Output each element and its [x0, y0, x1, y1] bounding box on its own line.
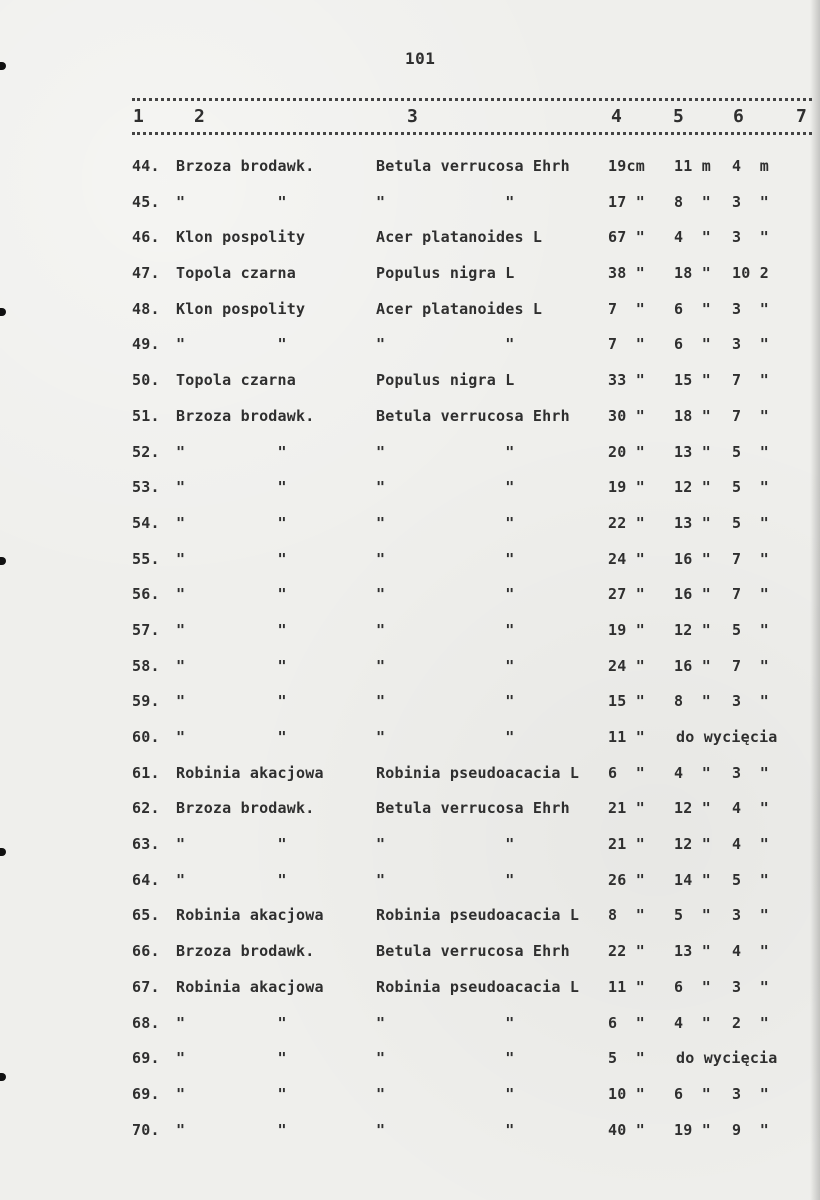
- table-row: [0, 798, 820, 834]
- table-row: [0, 334, 820, 370]
- column-5-value: 4 ": [674, 228, 711, 247]
- column-5-value: 13 ": [674, 442, 711, 461]
- row-number: 46.: [132, 228, 160, 247]
- punch-hole-mark: [0, 62, 6, 70]
- column-6-value: 5 ": [732, 442, 769, 461]
- column-4-value: 30 ": [608, 406, 645, 425]
- column-6-value: 3 ": [732, 335, 769, 354]
- column-4-value: 6 ": [608, 1013, 645, 1032]
- table-row: [0, 227, 820, 263]
- column-6-value: 3 ": [732, 692, 769, 711]
- polish-name: " ": [176, 870, 287, 889]
- column-header-1: 1: [133, 106, 144, 127]
- column-4-value: 21 ": [608, 835, 645, 854]
- row-number: 70.: [132, 1120, 160, 1139]
- column-4-value: 24 ": [608, 549, 645, 568]
- polish-name: Klon pospolity: [176, 228, 306, 247]
- column-6-value: 2 ": [732, 1013, 769, 1032]
- column-header-5: 5: [673, 106, 684, 127]
- header-bottom-dotted-rule: [132, 132, 812, 135]
- latin-name: " ": [376, 442, 515, 461]
- latin-name: " ": [376, 835, 515, 854]
- table-row: [0, 156, 820, 192]
- row-number: 53.: [132, 478, 160, 497]
- column-5-value: 5 ": [674, 906, 711, 925]
- column-5-value: 16 ": [674, 549, 711, 568]
- latin-name: Robinia pseudoacacia L: [376, 977, 580, 996]
- polish-name: " ": [176, 442, 287, 461]
- polish-name: " ": [176, 728, 287, 746]
- polish-name: " ": [176, 478, 287, 497]
- latin-name: Robinia pseudoacacia L: [376, 906, 580, 925]
- latin-name: " ": [376, 478, 515, 497]
- polish-name: " ": [176, 620, 287, 639]
- column-6-value: 7 ": [732, 585, 769, 604]
- polish-name: Brzoza brodawk.: [176, 942, 315, 961]
- table-row: [0, 1120, 820, 1156]
- column-5-value: 15 ": [674, 371, 711, 390]
- column-5-value: 4 ": [674, 763, 711, 782]
- column-4-value: 8 ": [608, 906, 645, 925]
- table-row: [0, 977, 820, 1013]
- column-4-value: 21 ": [608, 799, 645, 818]
- table-row: [0, 620, 820, 656]
- table-row: [0, 763, 820, 799]
- column-4-value: 38 ": [608, 264, 645, 283]
- column-5-value: 16 ": [674, 585, 711, 604]
- removal-note: do wycięcia: [676, 1049, 778, 1068]
- column-5-value: 12 ": [674, 835, 711, 854]
- latin-name: Betula verrucosa Ehrh: [376, 157, 570, 175]
- latin-name: " ": [376, 549, 515, 568]
- latin-name: Robinia pseudoacacia L: [376, 763, 580, 782]
- column-5-value: 13 ": [674, 942, 711, 961]
- column-4-value: 6 ": [608, 763, 645, 782]
- column-header-4: 4: [611, 106, 622, 127]
- column-5-value: 14 ": [674, 870, 711, 889]
- table-row: [0, 1084, 820, 1120]
- polish-name: Brzoza brodawk.: [176, 157, 315, 175]
- polish-name: Robinia akacjowa: [176, 763, 324, 782]
- column-5-value: 6 ": [674, 977, 711, 996]
- column-5-value: 19 ": [674, 1120, 711, 1139]
- row-number: 66.: [132, 942, 160, 961]
- column-4-value: 5 ": [608, 1049, 645, 1068]
- latin-name: Populus nigra L: [376, 264, 515, 283]
- header-top-dotted-rule: [132, 98, 812, 101]
- polish-name: Brzoza brodawk.: [176, 406, 315, 425]
- latin-name: " ": [376, 620, 515, 639]
- row-number: 44.: [132, 157, 160, 175]
- row-number: 57.: [132, 620, 160, 639]
- column-6-value: 4 ": [732, 942, 769, 961]
- latin-name: Acer platanoides L: [376, 299, 543, 318]
- column-6-value: 3 ": [732, 228, 769, 247]
- row-number: 50.: [132, 371, 160, 390]
- row-number: 47.: [132, 264, 160, 283]
- column-header-7: 7: [796, 106, 807, 127]
- column-5-value: 6 ": [674, 299, 711, 318]
- row-number: 61.: [132, 763, 160, 782]
- table-row: [0, 905, 820, 941]
- table-row: [0, 1048, 820, 1084]
- column-5-value: 6 ": [674, 335, 711, 354]
- row-number: 59.: [132, 692, 160, 711]
- latin-name: " ": [376, 585, 515, 604]
- column-4-value: 19 ": [608, 620, 645, 639]
- column-6-value: 3 ": [732, 192, 769, 211]
- column-5-value: 8 ": [674, 692, 711, 711]
- polish-name: " ": [176, 1013, 287, 1032]
- polish-name: " ": [176, 335, 287, 354]
- row-number: 64.: [132, 870, 160, 889]
- latin-name: " ": [376, 728, 515, 746]
- column-6-value: 3 ": [732, 906, 769, 925]
- column-5-value: 18 ": [674, 264, 711, 283]
- table-row: [0, 192, 820, 228]
- row-number: 54.: [132, 513, 160, 532]
- polish-name: " ": [176, 585, 287, 604]
- row-number: 65.: [132, 906, 160, 925]
- latin-name: " ": [376, 656, 515, 675]
- row-number: 49.: [132, 335, 160, 354]
- polish-name: " ": [176, 692, 287, 711]
- column-4-value: 15 ": [608, 692, 645, 711]
- table-row: [0, 549, 820, 585]
- column-6-value: 7 ": [732, 371, 769, 390]
- column-4-value: 10 ": [608, 1084, 645, 1103]
- column-6-value: 3 ": [732, 299, 769, 318]
- latin-name: " ": [376, 1049, 515, 1068]
- polish-name: " ": [176, 1049, 287, 1068]
- polish-name: Klon pospolity: [176, 299, 306, 318]
- polish-name: " ": [176, 513, 287, 532]
- row-number: 69.: [132, 1084, 160, 1103]
- row-number: 67.: [132, 977, 160, 996]
- column-4-value: 19 ": [608, 478, 645, 497]
- column-5-value: 12 ": [674, 620, 711, 639]
- row-number: 63.: [132, 835, 160, 854]
- row-number: 69.: [132, 1049, 160, 1068]
- table-row: [0, 370, 820, 406]
- latin-name: Betula verrucosa Ehrh: [376, 942, 570, 961]
- table-row: [0, 870, 820, 906]
- column-5-value: 13 ": [674, 513, 711, 532]
- row-number: 45.: [132, 192, 160, 211]
- column-5-value: 16 ": [674, 656, 711, 675]
- column-header-2: 2: [194, 106, 205, 127]
- table-row: [0, 1013, 820, 1049]
- polish-name: " ": [176, 1120, 287, 1139]
- row-number: 68.: [132, 1013, 160, 1032]
- column-5-value: 8 ": [674, 192, 711, 211]
- page-number: 101: [405, 49, 436, 68]
- column-6-value: 5 ": [732, 478, 769, 497]
- table-row: [0, 442, 820, 478]
- polish-name: Robinia akacjowa: [176, 906, 324, 925]
- column-5-value: 11 m: [674, 157, 711, 175]
- column-4-value: 7 ": [608, 299, 645, 318]
- column-6-value: 7 ": [732, 406, 769, 425]
- row-number: 55.: [132, 549, 160, 568]
- column-5-value: 18 ": [674, 406, 711, 425]
- column-6-value: 10 2: [732, 264, 769, 283]
- latin-name: Acer platanoides L: [376, 228, 543, 247]
- column-6-value: 7 ": [732, 549, 769, 568]
- table-row: [0, 656, 820, 692]
- polish-name: " ": [176, 835, 287, 854]
- polish-name: " ": [176, 1084, 287, 1103]
- row-number: 52.: [132, 442, 160, 461]
- column-6-value: 4 ": [732, 835, 769, 854]
- tree-inventory-table: [0, 156, 820, 1155]
- latin-name: Populus nigra L: [376, 371, 515, 390]
- row-number: 58.: [132, 656, 160, 675]
- column-5-value: 6 ": [674, 1084, 711, 1103]
- column-4-value: 40 ": [608, 1120, 645, 1139]
- column-4-value: 22 ": [608, 942, 645, 961]
- polish-name: Topola czarna: [176, 264, 296, 283]
- column-6-value: 5 ": [732, 620, 769, 639]
- row-number: 62.: [132, 799, 160, 818]
- column-4-value: 17 ": [608, 192, 645, 211]
- polish-name: " ": [176, 192, 287, 211]
- column-4-value: 24 ": [608, 656, 645, 675]
- column-6-value: 4 ": [732, 799, 769, 818]
- column-4-value: 7 ": [608, 335, 645, 354]
- column-6-value: 5 ": [732, 870, 769, 889]
- column-5-value: 12 ": [674, 478, 711, 497]
- polish-name: Topola czarna: [176, 371, 296, 390]
- latin-name: " ": [376, 1120, 515, 1139]
- latin-name: " ": [376, 692, 515, 711]
- column-4-value: 27 ": [608, 585, 645, 604]
- column-4-value: 20 ": [608, 442, 645, 461]
- column-4-value: 11 ": [608, 728, 645, 746]
- row-number: 60.: [132, 728, 160, 746]
- latin-name: Betula verrucosa Ehrh: [376, 799, 570, 818]
- column-6-value: 4 m: [732, 157, 769, 175]
- column-5-value: 4 ": [674, 1013, 711, 1032]
- latin-name: " ": [376, 335, 515, 354]
- table-row: [0, 406, 820, 442]
- column-6-value: 9 ": [732, 1120, 769, 1139]
- column-4-value: 26 ": [608, 870, 645, 889]
- removal-note: do wycięcia: [676, 728, 778, 746]
- polish-name: " ": [176, 656, 287, 675]
- table-row: [0, 299, 820, 335]
- column-header-6: 6: [733, 106, 744, 127]
- latin-name: Betula verrucosa Ehrh: [376, 406, 570, 425]
- column-6-value: 3 ": [732, 977, 769, 996]
- table-row: [0, 513, 820, 549]
- column-6-value: 7 ": [732, 656, 769, 675]
- table-row: [0, 834, 820, 870]
- latin-name: " ": [376, 870, 515, 889]
- table-row: [0, 263, 820, 299]
- column-4-value: 22 ": [608, 513, 645, 532]
- column-5-value: 12 ": [674, 799, 711, 818]
- column-4-value: 33 ": [608, 371, 645, 390]
- table-row: [0, 477, 820, 513]
- column-4-value: 11 ": [608, 977, 645, 996]
- latin-name: " ": [376, 1084, 515, 1103]
- polish-name: Brzoza brodawk.: [176, 799, 315, 818]
- column-6-value: 3 ": [732, 763, 769, 782]
- table-row: [0, 691, 820, 727]
- row-number: 56.: [132, 585, 160, 604]
- column-4-value: 67 ": [608, 228, 645, 247]
- polish-name: Robinia akacjowa: [176, 977, 324, 996]
- latin-name: " ": [376, 1013, 515, 1032]
- column-6-value: 5 ": [732, 513, 769, 532]
- table-row: [0, 584, 820, 620]
- polish-name: " ": [176, 549, 287, 568]
- row-number: 48.: [132, 299, 160, 318]
- column-header-3: 3: [407, 106, 418, 127]
- latin-name: " ": [376, 513, 515, 532]
- column-6-value: 3 ": [732, 1084, 769, 1103]
- row-number: 51.: [132, 406, 160, 425]
- column-4-value: 19cm: [608, 157, 645, 175]
- latin-name: " ": [376, 192, 515, 211]
- table-row: [0, 727, 820, 763]
- table-row: [0, 941, 820, 977]
